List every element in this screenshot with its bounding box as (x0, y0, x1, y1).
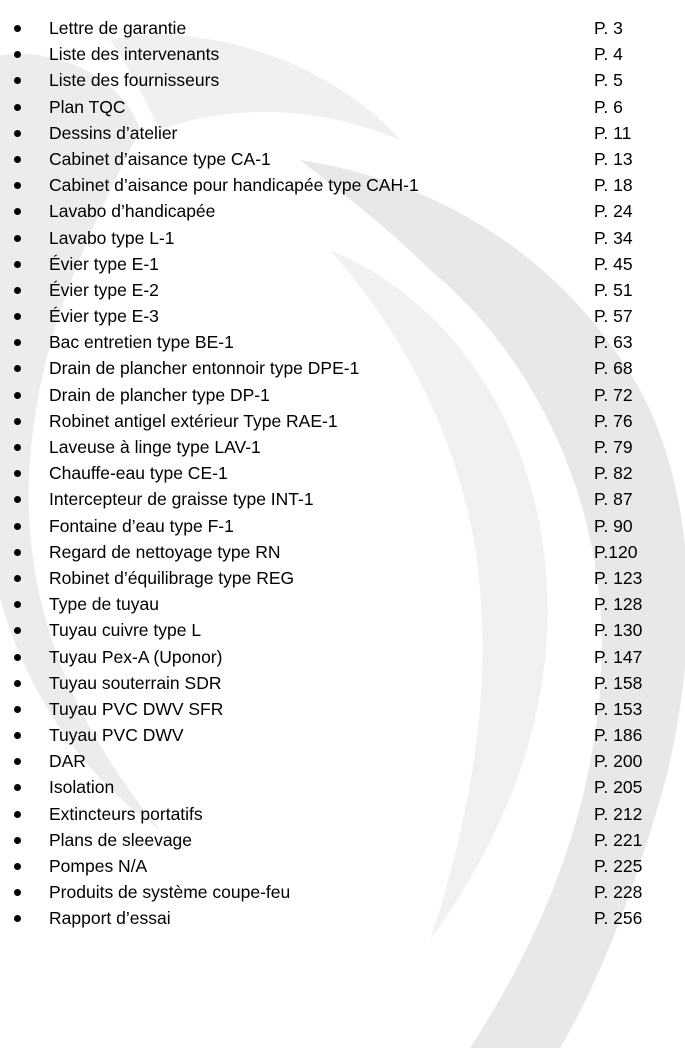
bullet-icon (14, 680, 21, 687)
toc-item-page: P. 51 (594, 279, 633, 300)
toc-item-page: P. 130 (594, 620, 643, 641)
toc-item-label: Tuyau PVC DWV (49, 725, 184, 746)
bullet-icon (14, 889, 21, 896)
toc-item (0, 827, 685, 853)
toc-item (0, 801, 685, 827)
toc-item-page: P. 24 (594, 201, 633, 222)
toc-item-page: P. 200 (594, 751, 643, 772)
toc-item (0, 644, 685, 670)
toc-item-label: Robinet antigel extérieur Type RAE-1 (49, 410, 338, 431)
bullet-icon (14, 313, 21, 320)
toc-item (0, 408, 685, 434)
bullet-icon (14, 51, 21, 58)
toc-item-page: P. 256 (594, 908, 643, 929)
bullet-icon (14, 25, 21, 32)
toc-item (0, 120, 685, 146)
toc-item (0, 460, 685, 486)
bullet-icon (14, 365, 21, 372)
toc-item-label: Liste des fournisseurs (49, 70, 220, 91)
toc-item (0, 94, 685, 120)
toc-item-label: Robinet d’équilibrage type REG (49, 567, 295, 588)
toc-item-page: P. 123 (594, 567, 643, 588)
toc-item-label: Dessins d’atelier (49, 122, 178, 143)
bullet-icon (14, 418, 21, 425)
toc-item-page: P. 82 (594, 463, 633, 484)
toc-item-label: Évier type E-2 (49, 279, 159, 300)
toc-item (0, 617, 685, 643)
toc-item (0, 303, 685, 329)
bullet-icon (14, 654, 21, 661)
toc-item-page: P. 34 (594, 227, 633, 248)
toc-item (0, 15, 685, 41)
bullet-icon (14, 863, 21, 870)
bullet-icon (14, 235, 21, 242)
toc-item-label: Laveuse à linge type LAV-1 (49, 437, 261, 457)
toc-item (0, 774, 685, 800)
toc-item-label: Évier type E-1 (49, 253, 159, 274)
toc-item-label: Tuyau souterrain SDR (49, 672, 222, 693)
toc-item (0, 146, 685, 172)
toc-item (0, 565, 685, 591)
toc-item-label: Cabinet d’aisance type CA-1 (49, 148, 271, 169)
bullet-icon (14, 758, 21, 765)
toc-item-page: P. 5 (594, 70, 623, 91)
bullet-icon (14, 77, 21, 84)
toc-item-label: Produits de système coupe-feu (49, 882, 291, 903)
bullet-icon (14, 523, 21, 530)
bullet-icon (14, 208, 21, 215)
toc-item-page: P. 128 (594, 594, 643, 615)
toc-item-label: Extincteurs portatifs (49, 803, 203, 824)
toc-item-label: Intercepteur de graisse type INT-1 (49, 489, 314, 510)
bullet-icon (14, 784, 21, 791)
toc-item-label: DAR (49, 751, 86, 772)
toc-item (0, 41, 685, 67)
toc-item-page: P. 186 (594, 725, 643, 746)
toc-item (0, 905, 685, 931)
toc-item (0, 355, 685, 381)
toc-item-label: Liste des intervenants (49, 44, 220, 65)
bullet-icon (14, 732, 21, 739)
bullet-icon (14, 130, 21, 137)
toc-item-page: P. 57 (594, 306, 633, 327)
toc-item-label: Rapport d’essai (49, 908, 171, 929)
toc-item (0, 225, 685, 251)
toc-item (0, 486, 685, 512)
toc-item (0, 198, 685, 224)
toc-item-page: P. 212 (594, 803, 643, 824)
toc-item-label: Pompes N/A (49, 856, 148, 876)
bullet-icon (14, 601, 21, 608)
toc-item-page: P. 87 (594, 489, 633, 510)
toc-item (0, 670, 685, 696)
toc-item-page: P.120 (594, 541, 638, 562)
toc-item-label: Cabinet d’aisance pour handicapée type CAH-1 (49, 175, 419, 196)
toc-item-label: Plan TQC (49, 96, 126, 117)
toc-item-label: Plans de sleevage (49, 829, 193, 850)
toc-item-label: Isolation (49, 777, 115, 798)
toc-item-page: P. 76 (594, 410, 633, 431)
toc-item-label: Tuyau Pex-A (Uponor) (49, 646, 223, 667)
toc-item-page: P. 90 (594, 515, 633, 536)
toc-item-page: P. 3 (594, 18, 623, 38)
bullet-icon (14, 156, 21, 163)
toc-item-page: P. 228 (594, 882, 643, 903)
toc-item-page: P. 79 (594, 437, 633, 457)
bullet-icon (14, 261, 21, 268)
toc-item-page: P. 18 (594, 175, 633, 196)
toc-item (0, 722, 685, 748)
toc-item-page: P. 45 (594, 253, 633, 274)
bullet-icon (14, 339, 21, 346)
toc-item-page: P. 63 (594, 332, 633, 353)
bullet-icon (14, 811, 21, 818)
toc-item-label: Chauffe-eau type CE-1 (49, 463, 228, 484)
toc-item (0, 277, 685, 303)
bullet-icon (14, 575, 21, 582)
toc-item (0, 539, 685, 565)
toc-item-page: P. 13 (594, 148, 633, 169)
toc-item-page: P. 72 (594, 384, 633, 405)
toc-item-label: Bac entretien type BE-1 (49, 332, 234, 353)
toc-item-label: Tuyau cuivre type L (49, 620, 202, 641)
bullet-icon (14, 915, 21, 922)
bullet-icon (14, 182, 21, 189)
toc-item (0, 591, 685, 617)
toc-item (0, 67, 685, 93)
toc-item-label: Lavabo d’handicapée (49, 201, 216, 222)
toc-item (0, 853, 685, 879)
bullet-icon (14, 706, 21, 713)
toc-item-label: Tuyau PVC DWV SFR (49, 698, 224, 719)
toc-item-label: Lettre de garantie (49, 18, 187, 38)
toc-item-label: Évier type E-3 (49, 306, 159, 327)
bullet-icon (14, 627, 21, 634)
toc-item-page: P. 68 (594, 358, 633, 379)
bullet-icon (14, 392, 21, 399)
toc-item-page: P. 221 (594, 829, 643, 850)
toc-item (0, 382, 685, 408)
bullet-icon (14, 287, 21, 294)
bullet-icon (14, 104, 21, 111)
toc-item (0, 513, 685, 539)
toc-item (0, 434, 685, 460)
bullet-icon (14, 444, 21, 451)
bullet-icon (14, 470, 21, 477)
toc-item (0, 879, 685, 905)
toc-item-page: P. 147 (594, 646, 643, 667)
toc-item-page: P. 11 (594, 122, 632, 143)
toc-item (0, 251, 685, 277)
table-of-contents (0, 15, 685, 932)
toc-item-label: Lavabo type L-1 (49, 227, 175, 248)
toc-item (0, 696, 685, 722)
toc-item (0, 329, 685, 355)
toc-item-label: Drain de plancher type DP-1 (49, 384, 270, 405)
toc-item-page: P. 6 (594, 96, 623, 117)
toc-item-page: P. 4 (594, 44, 623, 65)
toc-item-page: P. 153 (594, 698, 643, 719)
toc-item-label: Regard de nettoyage type RN (49, 541, 281, 562)
bullet-icon (14, 549, 21, 556)
bullet-icon (14, 837, 21, 844)
toc-item-page: P. 205 (594, 777, 643, 798)
toc-item (0, 748, 685, 774)
toc-item-page: P. 158 (594, 672, 643, 693)
toc-item-label: Drain de plancher entonnoir type DPE-1 (49, 358, 360, 379)
toc-item-label: Type de tuyau (49, 594, 159, 615)
toc-item-label: Fontaine d’eau type F-1 (49, 515, 234, 536)
bullet-icon (14, 496, 21, 503)
toc-item-page: P. 225 (594, 856, 643, 876)
toc-item (0, 172, 685, 198)
